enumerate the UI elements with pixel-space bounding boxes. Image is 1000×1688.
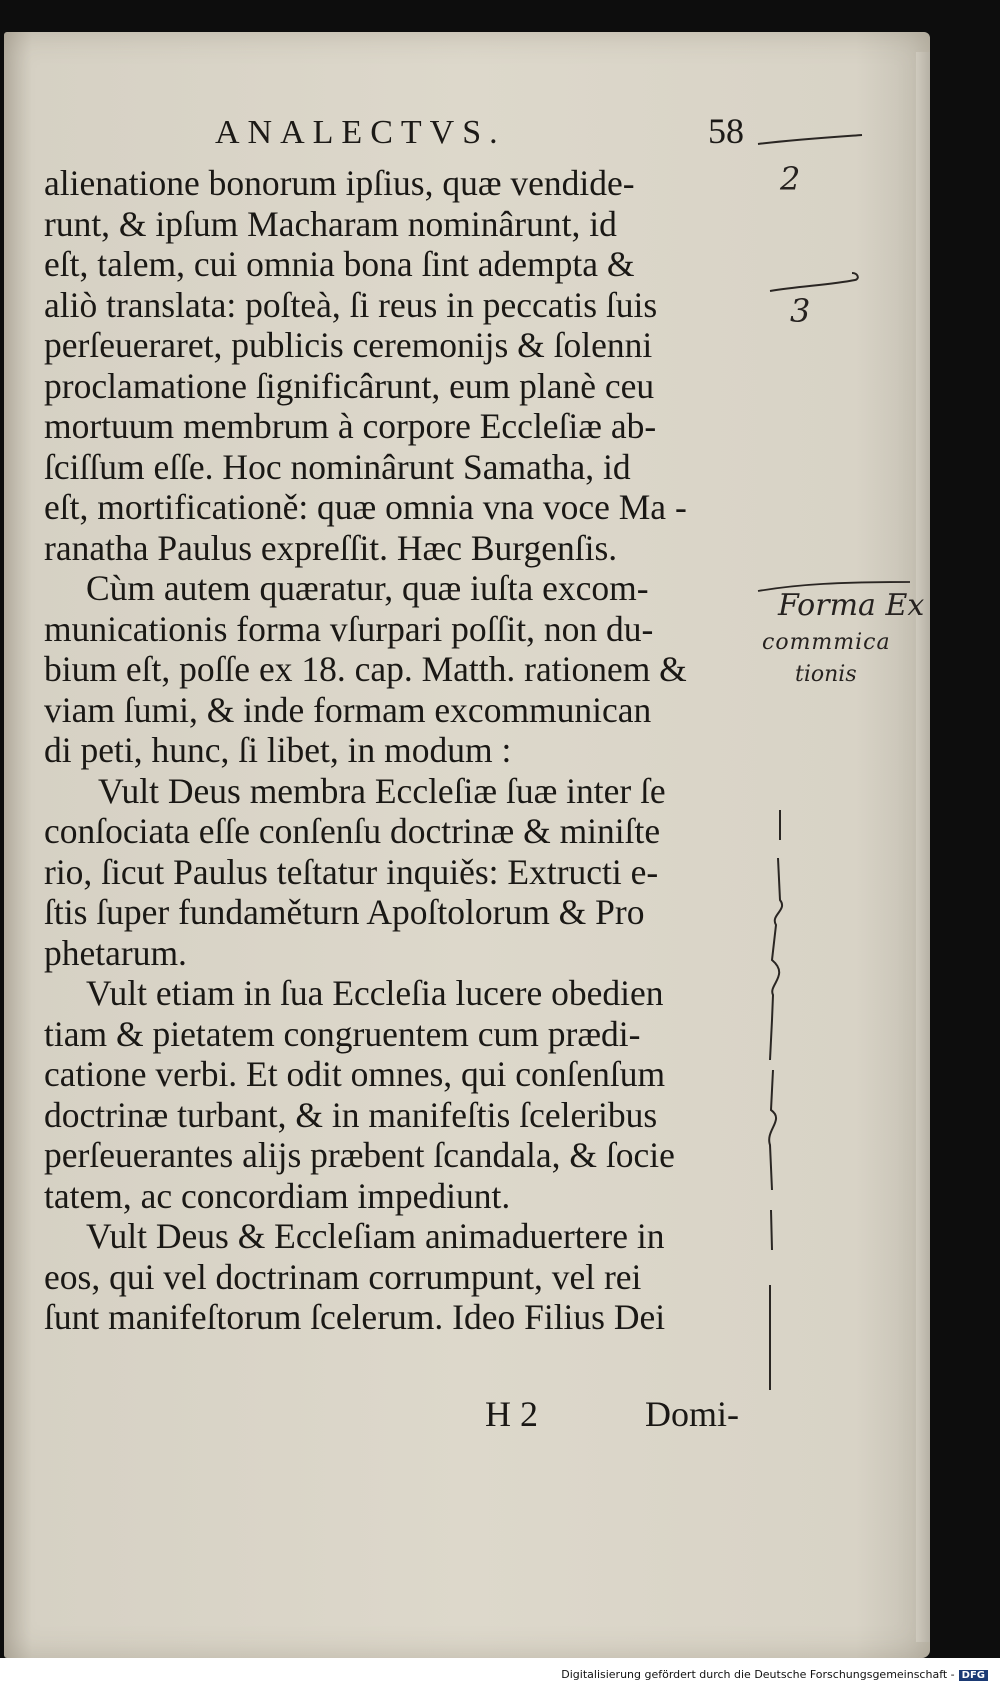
text-line: ranatha Paulus expreſſit. Hæc Burgenſis. [44, 527, 618, 568]
running-title: ANALECTVS. [215, 114, 506, 151]
marginal-note-forma-2: commmica [762, 630, 891, 655]
text-line: aliò translata: poſteà, ſi reus in peccatis ſuis [44, 284, 658, 325]
text-line: eſt, mortificationě: quæ omnia vna voce Ma - [44, 487, 687, 527]
text-line: bium eſt, poſſe ex 18. cap. Matth. rationem & [44, 649, 687, 689]
text-line: di peti, hunc, ſi libet, in modum : [44, 730, 512, 770]
text-line: catione verbi. Et odit omnes, qui conſenſum [44, 1054, 666, 1094]
text-line: tatem, ac concordiam impediunt. [44, 1175, 511, 1216]
marginal-note-forma: Forma Ex [778, 588, 925, 623]
text-line: ſciſſum eſſe. Hoc nominârunt Samatha, id [44, 446, 631, 487]
text-line: viam ſumi, & inde formam excommunican [44, 689, 652, 730]
text-line: conſociata eſſe conſenſu doctrinæ & miniſte [44, 811, 661, 851]
text-line: runt, & ipſum Macharam nominârunt, id [44, 203, 617, 244]
text-line: proclamatione ſignificârunt, eum planè ceu [44, 365, 655, 406]
marginal-note-forma-3: tionis [795, 662, 857, 687]
text-line: eſt, talem, cui omnia bona ſint adempta & [44, 244, 635, 284]
credit-text: Digitalisierung gefördert durch die Deutsche Forschungsgemeinschaft - [561, 1668, 955, 1681]
text-line: eos, qui vel doctrinam corrumpunt, vel rei [44, 1256, 642, 1297]
text-line: Vult etiam in ſua Eccleſia lucere obedien [86, 973, 664, 1013]
text-line: ſtis ſuper fundaměturn Apoſtolorum & Pro [44, 892, 645, 932]
text-line: phetarum. [44, 932, 187, 973]
text-line: alienatione bonorum ipſius, quæ vendide- [44, 163, 635, 203]
credit-line [561, 1668, 988, 1681]
marginal-note-3: 3 [790, 292, 811, 330]
text-line: perſeuerantes alijs præbent ſcandala, & ſocie [44, 1135, 675, 1175]
text-line: Cùm autem quæratur, quæ iuſta excom- [86, 568, 649, 608]
text-line: rio, ſicut Paulus teſtatur inquiěs: Extructi e- [44, 851, 659, 892]
digitization-footer [0, 1658, 1000, 1688]
text-line: Vult Deus & Eccleſiam animaduertere in [86, 1216, 665, 1256]
text-line: municationis forma vſurpari poſſit, non du- [44, 608, 654, 649]
text-line: tiam & pietatem congruentem cum prædi- [44, 1013, 641, 1054]
signature-mark: H 2 [485, 1394, 538, 1434]
text-line: Vult Deus membra Eccleſiæ ſuæ inter ſe [98, 770, 666, 811]
text-line: perſeueraret, publicis ceremonijs & ſolenni [44, 325, 653, 365]
page-number: 58 [708, 111, 744, 151]
marginal-note-2: 2 [780, 160, 801, 198]
text-line: doctrinæ turbant, & in manifeſtis ſceleribus [44, 1094, 658, 1135]
text-line: ſunt manifeſtorum ſcelerum. Ideo Filius Dei [44, 1297, 666, 1337]
catchword: Domi- [645, 1394, 739, 1434]
text-line: mortuum membrum à corpore Eccleſiæ ab- [44, 406, 657, 446]
dfg-logo: DFG [959, 1670, 988, 1681]
